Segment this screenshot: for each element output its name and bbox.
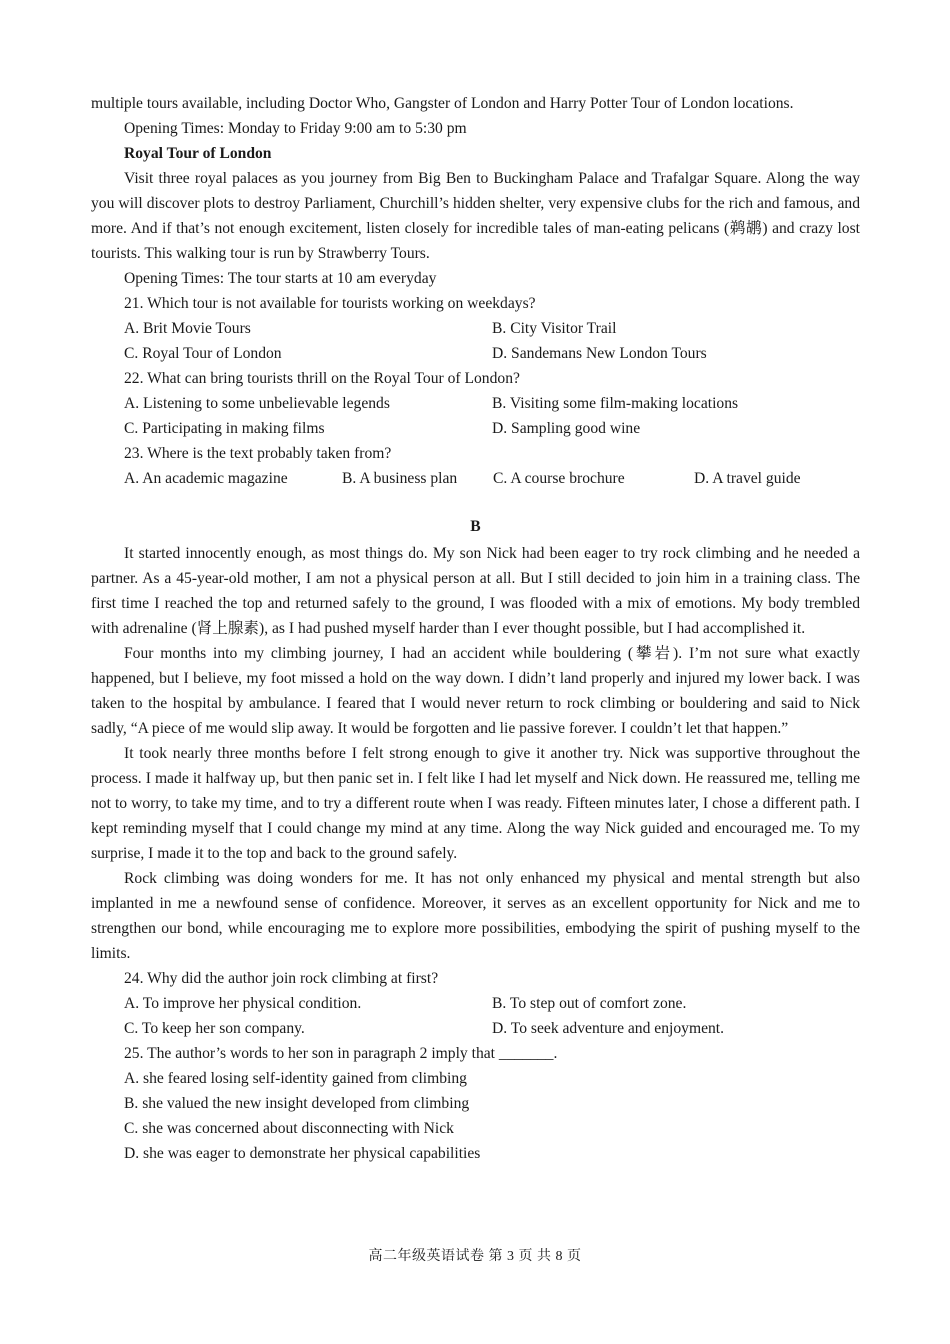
- options-row: [91, 991, 860, 1016]
- question-stem: 23. Where is the text probably taken from?: [124, 445, 392, 462]
- options-row: [91, 341, 860, 366]
- option-a: A. she feared losing self-identity gained from climbing: [124, 1070, 467, 1087]
- options-row: [91, 1016, 860, 1041]
- option-d: D. Sandemans New London Tours: [492, 345, 707, 362]
- options-row: [91, 466, 860, 491]
- question-stem: 22. What can bring tourists thrill on the Royal Tour of London?: [124, 370, 520, 387]
- option-b: B. To step out of comfort zone.: [492, 995, 687, 1012]
- section-b-heading: B: [470, 518, 481, 535]
- option-d: D. To seek adventure and enjoyment.: [492, 1020, 725, 1037]
- option-a: A. To improve her physical condition.: [124, 995, 362, 1012]
- option-d: D. A travel guide: [694, 470, 801, 487]
- question-23: [91, 441, 860, 491]
- section-b-paragraph-1: It started innocently enough, as most things do. My son Nick had been eager to try rock climbing and he needed a partner. As a 45-year-old mother, I am not a physical person at all. But I still decided to join him in a training class. The first time I reached the top and returned safely to the ground, I was flooded with a mix of emotions. My body trembled with adrenaline (肾上腺素), as I had pushed myself harder than I ever thought possible, but I had accomplished it.: [91, 545, 860, 637]
- paragraph-continued: multiple tours available, including Doctor Who, Gangster of London and Harry Potter Tour of London locations.: [91, 95, 794, 112]
- section-b-paragraph-4: Rock climbing was doing wonders for me. It has not only enhanced my physical and mental strength but also implanted in me a newfound sense of confidence. Moreover, it serves as an excellent opportunity for Nick and me to strengthen our bond, while encouraging me to explore more possibilities, embodying the spirit of pushing myself to the limits.: [91, 870, 860, 962]
- option-b: B. A business plan: [342, 470, 458, 487]
- options-row: [91, 416, 860, 441]
- option-b: B. she valued the new insight developed from climbing: [124, 1095, 470, 1112]
- royal-tour-heading: Royal Tour of London: [124, 145, 272, 162]
- option-a: A. An academic magazine: [124, 470, 288, 487]
- question-stem: 21. Which tour is not available for tourists working on weekdays?: [124, 295, 536, 312]
- opening-times-2: Opening Times: The tour starts at 10 am everyday: [124, 270, 437, 287]
- question-24: [91, 966, 860, 1041]
- question-stem: 24. Why did the author join rock climbing at first?: [124, 970, 439, 987]
- opening-times-1: Opening Times: Monday to Friday 9:00 am to 5:30 pm: [124, 120, 467, 137]
- question-22: [91, 366, 860, 441]
- option-c: C. Royal Tour of London: [124, 345, 282, 362]
- option-a: A. Listening to some unbelievable legends: [124, 395, 390, 412]
- option-c: C. she was concerned about disconnecting with Nick: [124, 1120, 454, 1137]
- option-c: C. To keep her son company.: [124, 1020, 305, 1037]
- page-footer: 高二年级英语试卷 第 3 页 共 8 页: [368, 1249, 582, 1264]
- option-b: B. City Visitor Trail: [492, 320, 617, 337]
- option-b: B. Visiting some film-making locations: [492, 395, 739, 412]
- option-c: C. A course brochure: [493, 470, 625, 487]
- question-25: [91, 1041, 860, 1166]
- exam-page: [91, 91, 860, 1166]
- section-b-paragraph-3: It took nearly three months before I felt strong enough to give it another try. Nick was supportive throughout the process. I made it halfway up, but then panic set in. I felt like I had let myself and Nick down. He reassured me, telling me not to worry, to take my time, and to try a different route when I was ready. Fifteen minutes later, I chose a different path. I kept reminding myself that I could change my mind at any time. Along the way Nick guided and encouraged me. To my surprise, I made it to the top and back to the ground safely.: [91, 745, 860, 862]
- option-d: D. she was eager to demonstrate her physical capabilities: [124, 1145, 481, 1162]
- option-d: D. Sampling good wine: [492, 420, 641, 437]
- option-a: A. Brit Movie Tours: [124, 320, 251, 337]
- question-21: [91, 291, 860, 366]
- question-stem: 25. The author’s words to her son in paragraph 2 imply that _______.: [124, 1045, 558, 1062]
- royal-tour-body: Visit three royal palaces as you journey from Big Ben to Buckingham Palace and Trafalgar Square. Along the way you will discover plots to destroy Parliament, Churchill’s hidden shelter, very expensive clubs for the rich and famous, and more. And if that’s not enough excitement, listen closely for incredible tales of man-eating pelicans (鹈鹕) and crazy lost tourists. This walking tour is run by Strawberry Tours.: [91, 170, 860, 262]
- option-c: C. Participating in making films: [124, 420, 325, 437]
- options-row: [91, 316, 860, 341]
- section-b-paragraph-2: Four months into my climbing journey, I had an accident while bouldering (攀岩). I’m not sure what exactly happened, but I believe, my foot missed a hold on the way down. I didn’t land properly and injured my lower back. I was taken to the hospital by ambulance. I feared that I would never return to rock climbing or bouldering and said to Nick sadly, “A piece of me would slip away. It would be forgotten and lie passive forever. I couldn’t let that happen.”: [91, 645, 860, 737]
- options-row: [91, 391, 860, 416]
